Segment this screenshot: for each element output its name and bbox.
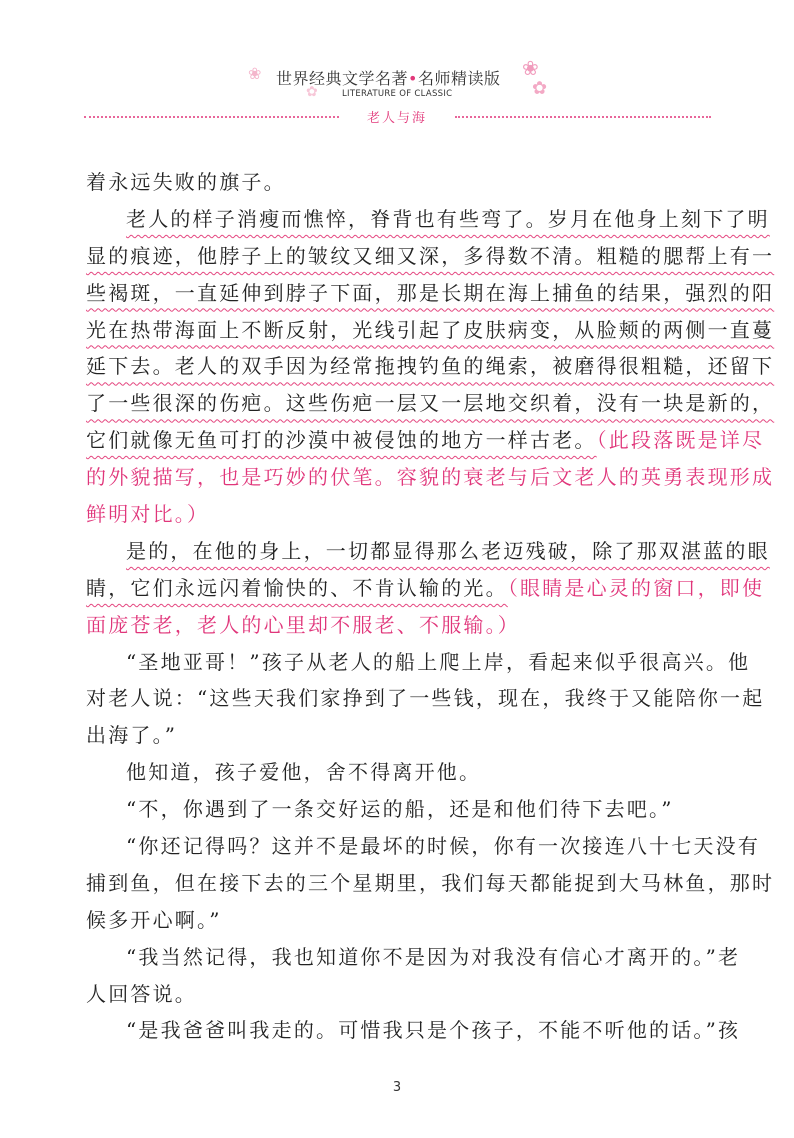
text-segment: 对老人说：“这些天我们家挣到了一些钱，现在，我终于又能陪你一起 <box>86 686 765 711</box>
flower-icon: ❀ <box>522 56 539 80</box>
highlighted-passage: 老人的样子消瘦而憔悴，脊背也有些弯了。岁月在他身上刻下了明 <box>126 206 770 231</box>
text-line <box>86 717 710 754</box>
header-divider-right <box>455 116 711 118</box>
text-line <box>86 865 775 902</box>
text-segment: “你还记得吗？这并不是最坏的时候，你有一次接连八十七天没有 <box>126 834 761 859</box>
text-line <box>86 348 775 385</box>
text-line <box>86 570 765 607</box>
text-line <box>86 312 775 349</box>
text-segment: “是我爸爸叫我走的。可惜我只是个孩子，不能不听他的话。”孩 <box>126 1018 741 1043</box>
text-line <box>86 459 775 496</box>
chapter-title: 老人与海 <box>366 111 427 126</box>
text-line <box>86 902 710 939</box>
text-line <box>86 939 741 976</box>
highlighted-passage: 它们就像无鱼可打的沙漠中被侵蚀的地方一样古老。 <box>86 428 597 453</box>
highlighted-passage: 睛，它们永远闪着愉快的、不肯认输的光。 <box>86 575 508 600</box>
highlighted-passage: 了一些很深的伤疤。这些伤疤一层又一层地交织着，没有一块是新的， <box>86 391 775 416</box>
annotation-note: 的外貌描写，也是巧妙的伏笔。容貌的衰老与后文老人的英勇表现形成 <box>86 465 775 490</box>
text-line <box>86 680 765 717</box>
text-segment: 候多开心啊。” <box>86 907 222 932</box>
series-subtitle: LITERATURE OF CLASSIC <box>342 89 453 99</box>
text-segment: 出海了。” <box>86 723 178 748</box>
series-title-text: 世界经典文学名著 <box>276 69 409 88</box>
text-segment: “我当然记得，我也知道你不是因为对我没有信心才离开的。”老 <box>126 944 741 969</box>
series-separator-dot: • <box>408 69 418 88</box>
text-line <box>86 644 751 681</box>
flower-icon: ✿ <box>532 78 548 99</box>
text-line <box>86 976 710 1013</box>
text-line <box>86 607 710 644</box>
annotation-note: 面庞苍老，老人的心里却不服老、不服输。） <box>86 612 520 637</box>
highlighted-passage: 光在热带海面上不断反射，光线引起了皮肤病变，从脸颊的两侧一直蔓 <box>86 317 775 342</box>
text-line <box>86 754 710 791</box>
text-line <box>86 422 765 459</box>
text-line <box>86 385 775 422</box>
text-line <box>86 238 775 275</box>
flower-icon: ❀ <box>248 64 262 83</box>
page-header <box>0 56 794 136</box>
annotation-note: 鲜明对比。） <box>86 502 210 527</box>
text-segment: 他知道，孩子爱他，舍不得离开他。 <box>126 760 482 785</box>
page-number: 3 <box>392 1080 402 1095</box>
annotation-note: （眼睛是心灵的窗口，即使 <box>507 575 765 600</box>
text-line <box>86 496 710 533</box>
highlighted-passage: 延下去。老人的双手因为经常拖拽钓鱼的绳索，被磨得很粗糙，还留下 <box>86 354 775 379</box>
text-line <box>86 275 775 312</box>
text-segment: 捕到鱼，但在接下去的三个星期里，我们每天都能捉到大马林鱼，那时 <box>86 870 775 895</box>
highlighted-passage: 显的痕迹，他脖子上的皱纹又细又深，多得数不清。粗糙的腮帮上有一 <box>86 243 775 268</box>
body-text <box>86 164 775 1049</box>
text-line <box>86 828 761 865</box>
text-segment: 人回答说。 <box>86 981 197 1006</box>
series-title <box>276 66 500 89</box>
flower-icon: ✿ <box>306 84 318 100</box>
text-line <box>86 201 770 238</box>
annotation-note: （此段落既是详尽 <box>596 428 765 453</box>
text-line <box>86 164 710 201</box>
text-segment: “不，你遇到了一条交好运的船，还是和他们待下去吧。” <box>126 797 674 822</box>
highlighted-passage: 是的，在他的身上，一切都显得那么老迈残破，除了那双湛蓝的眼 <box>126 538 770 563</box>
header-divider-left <box>84 116 339 118</box>
text-line <box>86 791 710 828</box>
series-edition: 名师精读版 <box>417 69 501 88</box>
text-segment: “圣地亚哥！”孩子从老人的船上爬上岸，看起来似乎很高兴。他 <box>126 649 751 674</box>
text-line <box>86 533 770 570</box>
text-line <box>86 1012 741 1049</box>
highlighted-passage: 些褐斑，一直延伸到脖子下面，那是长期在海上捕鱼的结果，强烈的阳 <box>86 280 775 305</box>
text-segment: 着永远失败的旗子。 <box>86 170 286 194</box>
